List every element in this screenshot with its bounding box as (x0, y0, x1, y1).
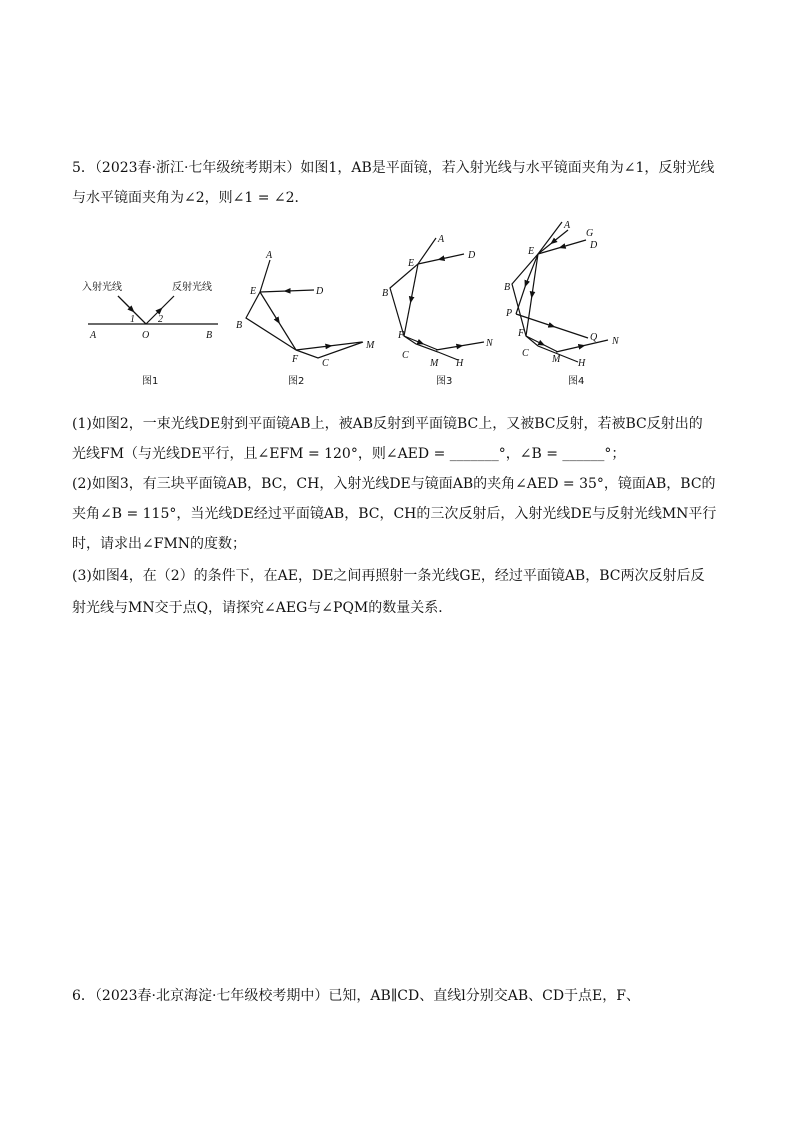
reflected-light-label: 反射光线 (172, 282, 212, 293)
fig2-label-c: C (322, 358, 329, 369)
fig3-label-d: D (468, 250, 476, 261)
fig4-label-p: P (506, 308, 513, 319)
fig4-label-e: E (528, 246, 535, 257)
q5-line-2: 与水平镜面夹角为∠2，则∠1 = ∠2． (72, 190, 309, 206)
figure-2 (236, 250, 375, 387)
fig4-label-h: H (578, 358, 586, 369)
fig4-label-g: G (586, 228, 594, 239)
fig1-label-2: 2 (158, 314, 163, 325)
incident-light-label: 入射光线 (82, 282, 122, 293)
fig4-label-q: Q (590, 332, 598, 343)
q5-line-1: 5．（2023春·浙江·七年级统考期末）如图1，AB是平面镜，若入射光线与水平镜面夹角为∠1，反射光线 (72, 160, 715, 176)
fig1-caption: 图1 (142, 376, 159, 387)
fig3-label-n: N (486, 338, 493, 349)
fig3-caption: 图3 (436, 376, 453, 387)
fig4-label-m: M (552, 354, 561, 365)
fig4-label-f: F (518, 328, 525, 339)
fig3-label-m: M (430, 358, 439, 369)
fig4-label-n: N (612, 336, 619, 347)
fig3-label-e: E (408, 258, 415, 269)
fig2-label-m: M (366, 340, 375, 351)
fig4-caption: 图4 (568, 376, 585, 387)
fig2-label-f: F (292, 354, 299, 365)
fig2-label-d: D (316, 286, 324, 297)
q5-part2-line-2: 夹角∠B = 115°，当光线DE经过平面镜AB，BC，CH的三次反射后，入射光线DE与反射光线MN平行 (72, 506, 717, 522)
q5-part2-line-3: 时，请求出∠FMN的度数； (72, 536, 247, 552)
q5-part1-line-2: 光线FM（与光线DE平行，且∠EFM = 120°，则∠AED = _______°，∠B = ______°； (72, 446, 626, 462)
figure-1 (82, 280, 218, 387)
fig3-label-c: C (402, 350, 409, 361)
fig4-label-c: C (522, 348, 529, 359)
fig3-label-b: B (382, 288, 389, 299)
fig3-label-f: F (398, 330, 405, 341)
figures-svg (78, 214, 638, 394)
fig1-label-o: O (142, 330, 150, 341)
fig4-label-a: A (564, 220, 571, 231)
fig2-caption: 图2 (288, 376, 305, 387)
fig2-label-a: A (266, 250, 273, 261)
fig4-label-b: B (504, 282, 511, 293)
q5-part1-line-1: (1)如图2，一束光线DE射到平面镜AB上，被AB反射到平面镜BC上，又被BC反射，若被BC反射出的 (72, 416, 703, 432)
q5-part3-line-1: (3)如图4，在（2）的条件下，在AE，DE之间再照射一条光线GE，经过平面镜AB，BC两次反射后反 (72, 568, 705, 584)
fig1-label-b: B (206, 330, 213, 341)
q5-part2-line-1: (2)如图3，有三块平面镜AB，BC，CH，入射光线DE与镜面AB的夹角∠AED = 35°，镜面AB，BC的 (72, 476, 716, 492)
fig1-label-1: 1 (130, 314, 135, 325)
fig3-label-a: A (438, 234, 445, 245)
figure-4 (504, 220, 620, 387)
q6-line-1: 6．（2023春·北京海淀·七年级校考期中）已知，AB∥CD、直线l分别交AB、CD于点E，F、 (72, 988, 640, 1004)
fig1-label-a: A (90, 330, 97, 341)
figures-row (78, 214, 638, 394)
fig2-label-b: B (236, 320, 243, 331)
fig2-label-e: E (250, 286, 257, 297)
fig4-label-d: D (590, 240, 598, 251)
fig3-label-h: H (456, 358, 464, 369)
figure-3 (382, 234, 494, 387)
q5-part3-line-2: 射光线与MN交于点Q，请探究∠AEG与∠PQM的数量关系． (72, 600, 453, 616)
